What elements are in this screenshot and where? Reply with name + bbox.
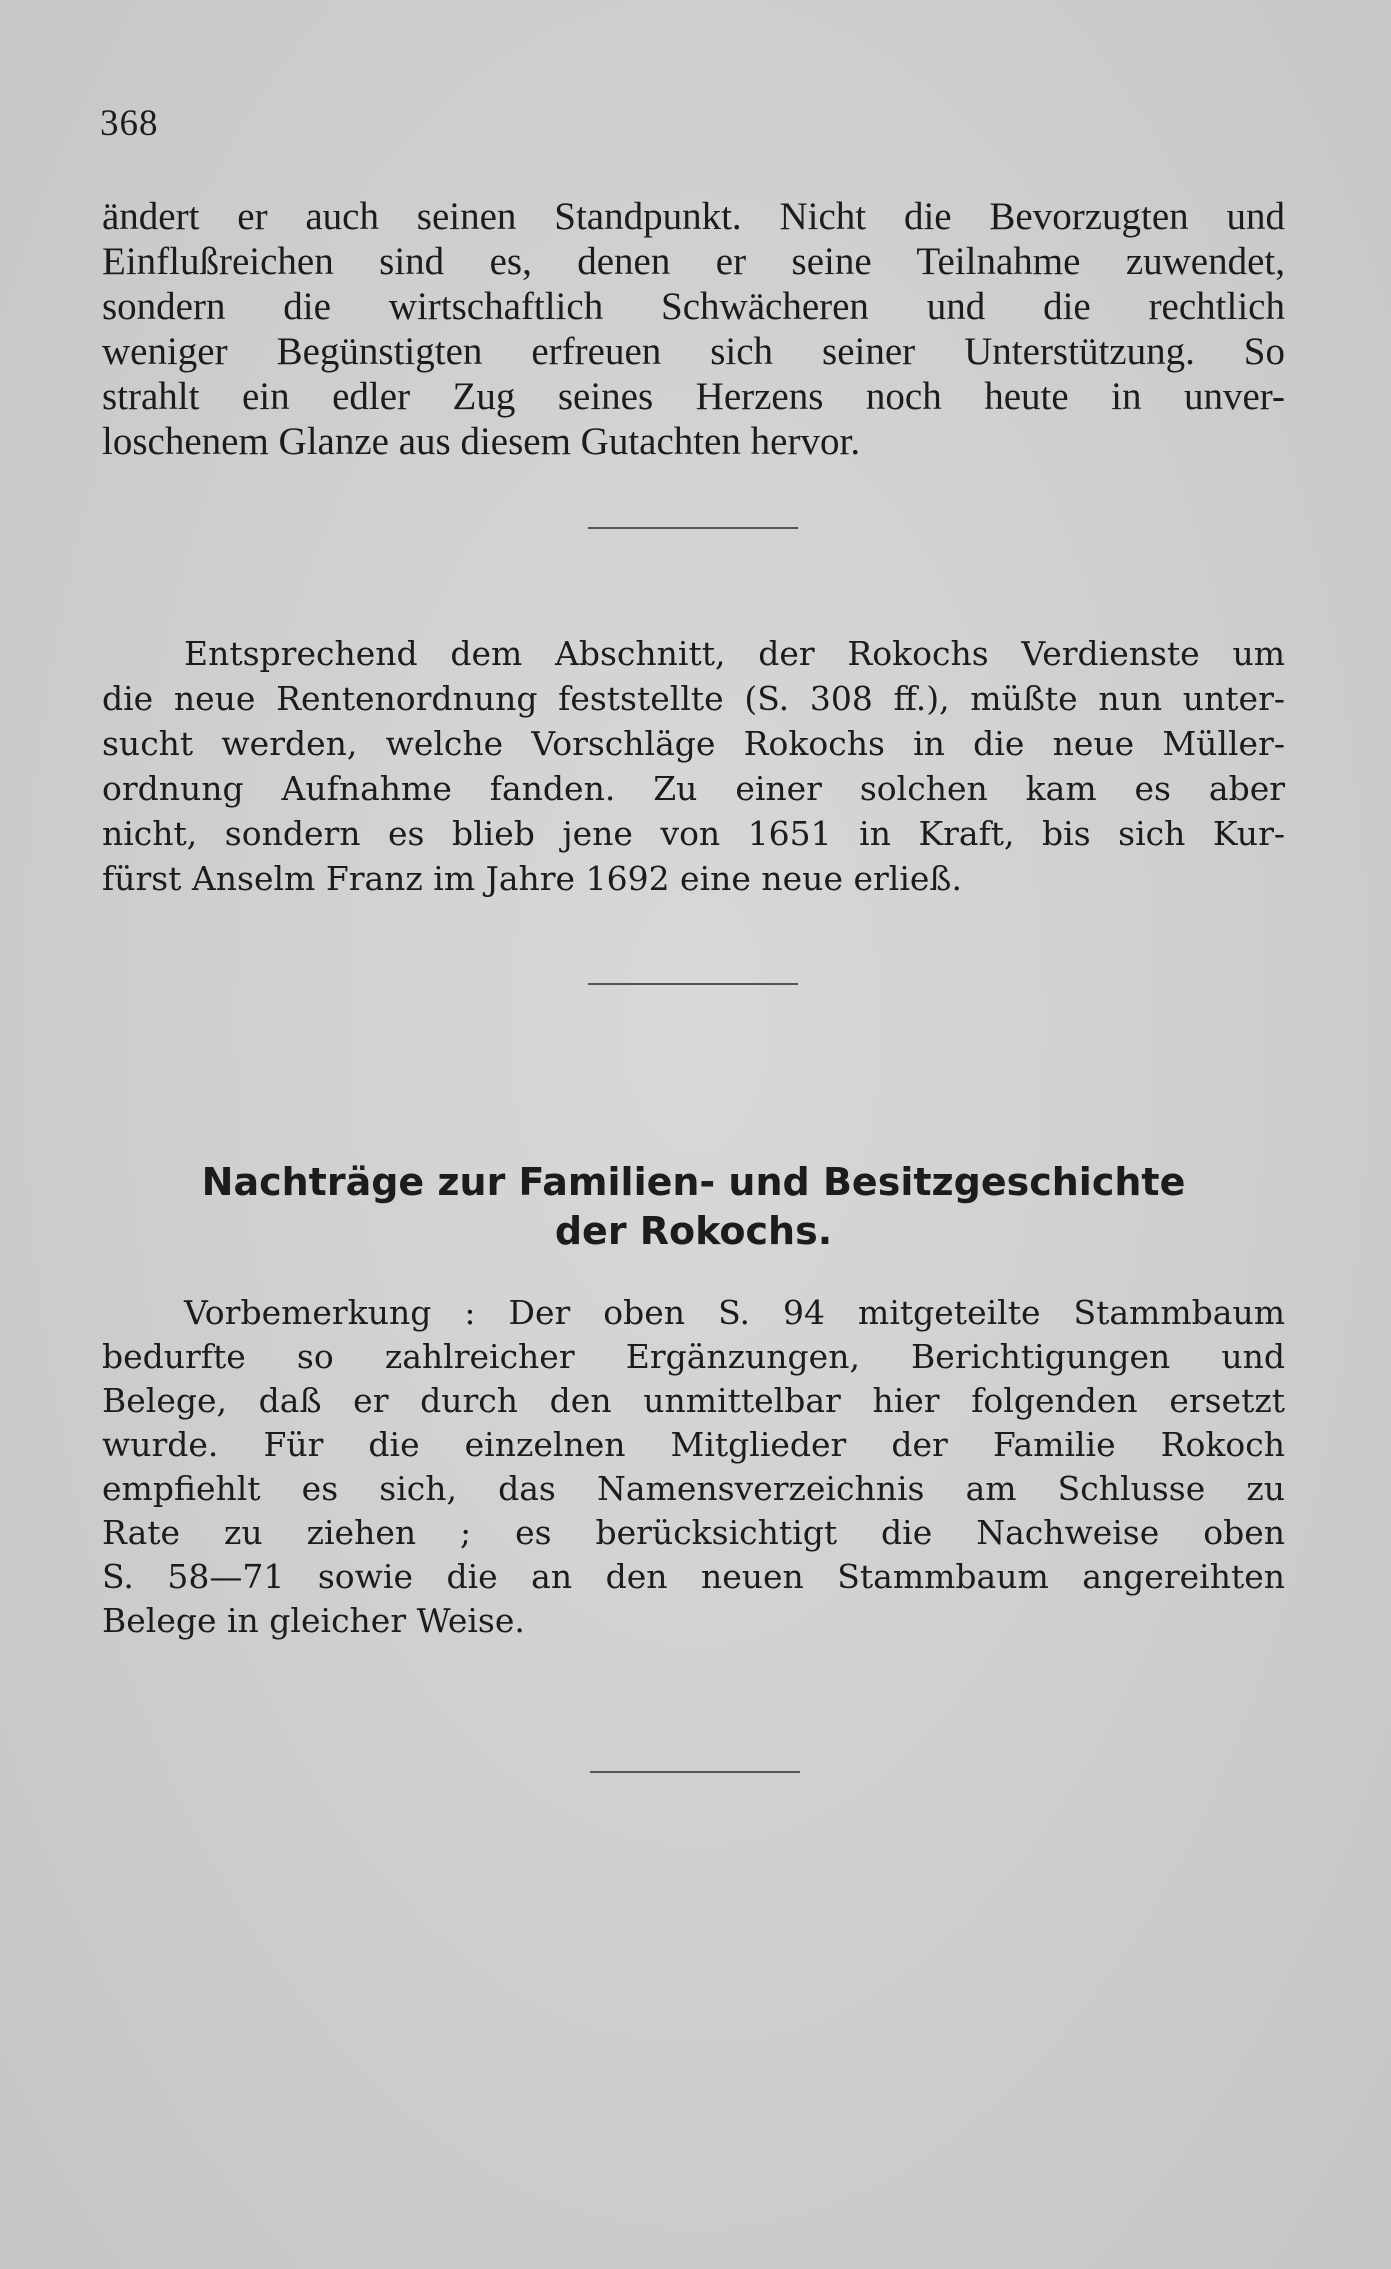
paragraph-line: Belege in gleicher Weise. [102, 1601, 525, 1640]
section-divider [590, 1771, 800, 1773]
paragraph-line: wurde. Für die einzelnen Mitglieder der Familie Rokoch [102, 1425, 1285, 1464]
paragraph-line: sucht werden, welche Vorschläge Rokochs in die neue Müller- [102, 724, 1285, 763]
page-number: 368 [100, 103, 159, 144]
paragraph-line: Einflußreichen sind es, denen er seine Teilnahme zuwendet, [102, 240, 1285, 283]
paragraph-line: strahlt ein edler Zug seines Herzens noch heute in unver- [102, 375, 1285, 418]
paragraph-line: fürst Anselm Franz im Jahre 1692 eine neue erließ. [102, 859, 962, 898]
paragraph-line: sondern die wirtschaftlich Schwächeren und die rechtlich [102, 285, 1285, 328]
paragraph-line: empfiehlt es sich, das Namensverzeichnis am Schlusse zu [102, 1469, 1285, 1508]
paragraph-2 [102, 631, 1285, 901]
paragraph-line: S. 58—71 sowie die an den neuen Stammbaum angereihten [102, 1557, 1285, 1596]
section-heading-line-1: Nachträge zur Familien- und Besitzgeschichte [201, 1160, 1186, 1204]
paragraph-line: weniger Begünstigten erfreuen sich seiner Unterstützung. So [102, 330, 1285, 373]
paragraph-1 [102, 194, 1285, 464]
paragraph-line: die neue Rentenordnung feststellte (S. 308 ff.), müßte nun unter- [102, 679, 1285, 718]
paragraph-line: Entsprechend dem Abschnitt, der Rokochs Verdienste um [184, 634, 1285, 673]
section-divider [588, 983, 798, 985]
paragraph-line: bedurfte so zahlreicher Ergänzungen, Berichtigungen und [102, 1337, 1285, 1376]
paragraph-line: ändert er auch seinen Standpunkt. Nicht die Bevorzugten und [102, 195, 1285, 238]
paragraph-line: Belege, daß er durch den unmittelbar hier folgenden ersetzt [102, 1381, 1285, 1420]
section-heading-line-2: der Rokochs. [554, 1209, 833, 1253]
paragraph-line: loschenem Glanze aus diesem Gutachten hervor. [102, 420, 861, 463]
paragraph-line: nicht, sondern es blieb jene von 1651 in Kraft, bis sich Kur- [102, 814, 1285, 853]
paragraph-line: ordnung Aufnahme fanden. Zu einer solchen kam es aber [102, 769, 1285, 808]
section-divider [588, 527, 798, 529]
paragraph-3 [102, 1291, 1285, 1643]
paragraph-line: Vorbemerkung : Der oben S. 94 mitgeteilte Stammbaum [184, 1293, 1285, 1332]
paragraph-line: Rate zu ziehen ; es berücksichtigt die Nachweise oben [102, 1513, 1285, 1552]
